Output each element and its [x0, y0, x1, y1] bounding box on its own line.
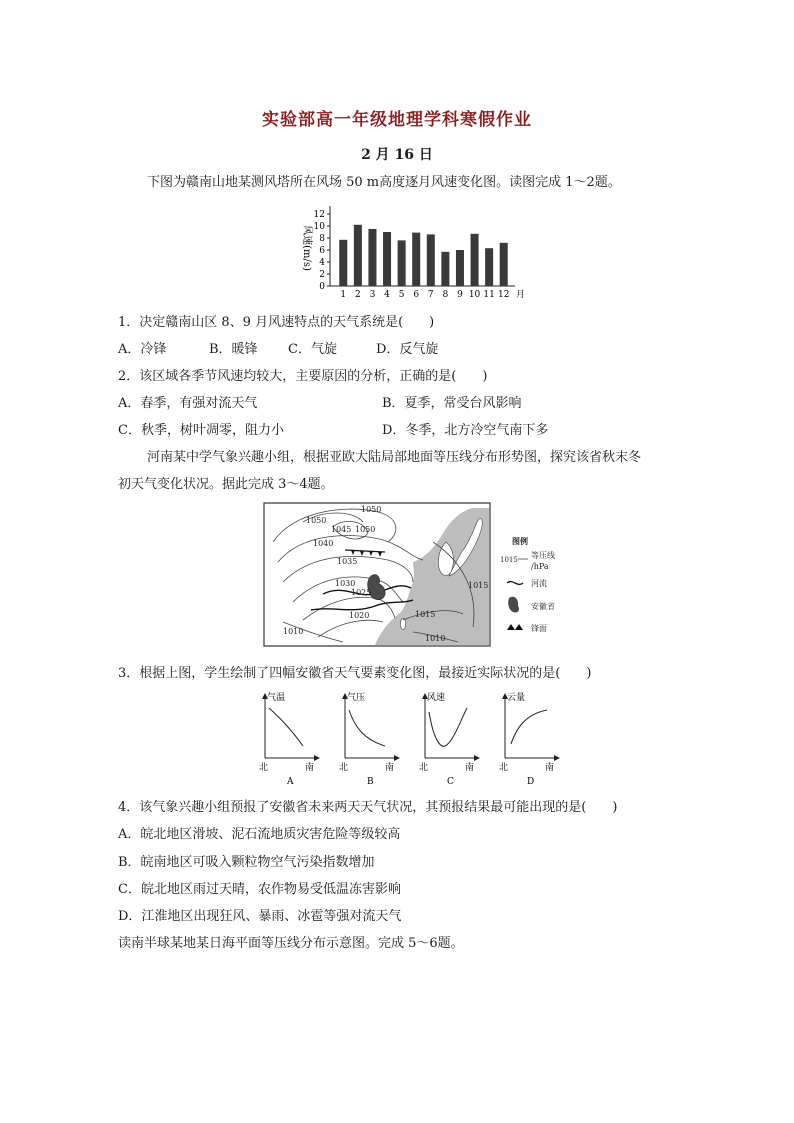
graph-b-xr: 南 [385, 763, 395, 773]
x-tick-label: 9 [457, 290, 463, 300]
legend-isobar-label: 等压线 [531, 551, 555, 560]
isobar-label: 1035 [337, 557, 358, 566]
bar [383, 232, 391, 286]
y-tick-label: 12 [313, 210, 325, 220]
bar [485, 248, 493, 286]
graph-c-ylabel: 风速 [427, 693, 446, 703]
graph-b-letter: B [367, 777, 374, 787]
legend-front-label: 锋面 [531, 624, 547, 633]
legend-isobar-sample: 1015 [500, 556, 518, 564]
q2-option-b: B．夏季，常受台风影响 [382, 396, 522, 411]
isobar-label: 1050 [355, 525, 376, 534]
question-2-stem: 2．该区域各季节风速均较大，主要原因的分析，正确的是( ) [118, 369, 488, 384]
wind-speed-chart [290, 196, 540, 308]
y-tick-label: 8 [319, 234, 325, 244]
graph-b-xl: 北 [339, 763, 349, 773]
legend-province-label: 安徽省 [531, 602, 555, 611]
legend-front-icon [507, 624, 523, 630]
q1-option-d: D．反气旋 [376, 342, 439, 357]
bar [339, 240, 347, 286]
q2-option-c: C．秋季，树叶凋零，阻力小 [118, 423, 284, 438]
q2-option-a: A．春季，有强对流天气 [118, 396, 258, 411]
isobar-map-svg [263, 502, 563, 648]
page-date: 2 月 16 日 [361, 147, 433, 163]
bar [500, 243, 508, 286]
bar [456, 250, 464, 286]
intro-questions-5-6: 读南半球某地某日海平面等压线分布示意图。完成 5～6题。 [118, 936, 464, 951]
isobar-map [263, 502, 563, 652]
bar [471, 234, 479, 286]
q1-option-a: A．冷锋 [118, 342, 167, 357]
graph-a-ylabel: 气温 [267, 693, 286, 703]
legend-province-icon [508, 597, 519, 613]
q1-option-c: C．气旋 [288, 342, 337, 357]
bar [398, 240, 406, 286]
y-tick-label: 0 [319, 282, 325, 292]
isobar-label: 1015 [415, 610, 436, 619]
bar [412, 233, 420, 286]
graph-d-letter: D [527, 777, 535, 787]
question-4-stem: 4．该气象兴趣小组预报了安徽省未来两天天气状况，其预报结果最可能出现的是( ) [118, 800, 618, 815]
question-3-stem: 3．根据上图，学生绘制了四幅安徽省天气要素变化图，最接近实际状况的是( ) [118, 666, 592, 681]
x-tick-label: 11 [483, 290, 495, 300]
isobar-label: 1045 [331, 525, 352, 534]
isobar-label: 1050 [361, 505, 382, 514]
y-tick-label: 4 [319, 258, 325, 268]
q1-option-b: B．暖锋 [209, 342, 258, 357]
legend-title: 图例 [512, 536, 528, 546]
graph-a [259, 691, 317, 787]
legend-river-icon [507, 582, 523, 585]
x-tick-label: 12 [497, 290, 510, 300]
x-tick-label: 6 [413, 290, 420, 300]
map-legend [500, 536, 555, 633]
x-tick-label: 4 [384, 290, 390, 300]
chart-ylabel: 风速(m/s) [301, 225, 312, 271]
intro-questions-3-4-line1: 河南某中学气象兴趣小组，根据亚欧大陆局部地面等压线分布形势图，探究该省秋末冬 [147, 450, 642, 465]
isobar-label: 1025 [351, 588, 372, 597]
y-tick-label: 6 [319, 246, 325, 256]
isobar-label: 1015 [468, 581, 489, 590]
legend-river-label: 河流 [531, 579, 547, 588]
graph-d-xl: 北 [499, 763, 509, 773]
x-tick-label: 8 [442, 290, 449, 300]
graph-b-ylabel: 气压 [347, 693, 366, 703]
isobar-label: 1040 [313, 539, 334, 548]
x-tick-label: 3 [369, 290, 376, 300]
graph-c-xl: 北 [419, 763, 429, 773]
x-tick-label: 5 [398, 290, 405, 300]
bar [427, 234, 435, 286]
y-tick-label: 2 [319, 270, 325, 280]
isobar-label: 1050 [306, 516, 327, 525]
q4-option-a: A．皖北地区滑坡、泥石流地质灾害危险等级较高 [118, 827, 401, 842]
bar [441, 252, 449, 286]
graph-d [499, 692, 557, 787]
x-tick-label: 2 [355, 290, 361, 300]
graph-b [339, 691, 397, 787]
legend-isobar-unit: /hPa [531, 562, 549, 571]
question-1-stem: 1．决定赣南山区 8、9 月风速特点的天气系统是( ) [118, 315, 435, 330]
graph-a-letter: A [287, 777, 294, 787]
q3-graphs-svg [255, 688, 565, 788]
q2-option-d: D．冬季，北方冷空气南下多 [382, 423, 549, 438]
x-unit-label: 月 [516, 290, 526, 300]
bar [368, 229, 376, 286]
graph-c-xr: 南 [465, 763, 475, 773]
graph-c-letter: C [447, 777, 454, 787]
intro-questions-1-2: 下图为赣南山地某测风塔所在风场 50 m高度逐月风速变化图。读图完成 1～2题。 [147, 175, 621, 190]
graph-d-xr: 南 [545, 763, 555, 773]
q3-graphs [255, 688, 565, 792]
graph-c [419, 691, 477, 787]
y-tick-label: 10 [313, 222, 325, 232]
q4-option-d: D．江淮地区出现狂风、暴雨、冰雹等强对流天气 [118, 909, 402, 924]
page-title: 实验部高一年级地理学科寒假作业 [262, 110, 532, 130]
bar [354, 225, 362, 286]
q4-option-c: C．皖北地区雨过天晴，农作物易受低温冻害影响 [118, 882, 401, 897]
graph-a-xl: 北 [259, 763, 269, 773]
isobar-label: 1010 [283, 627, 304, 636]
x-tick-label: 10 [468, 290, 481, 300]
x-tick-label: 7 [427, 290, 434, 300]
isobar-label: 1030 [335, 579, 356, 588]
q4-option-b: B．皖南地区可吸入颗粒物空气污染指数增加 [118, 855, 375, 870]
graph-d-ylabel: 云量 [507, 693, 526, 703]
graph-a-xr: 南 [305, 763, 315, 773]
intro-questions-3-4-line2: 初天气变化状况。据此完成 3～4题。 [118, 477, 334, 492]
x-tick-label: 1 [340, 290, 347, 300]
isobar-label: 1020 [349, 611, 370, 620]
isobar-label: 1010 [425, 634, 446, 643]
wind-speed-chart-svg [290, 196, 540, 304]
